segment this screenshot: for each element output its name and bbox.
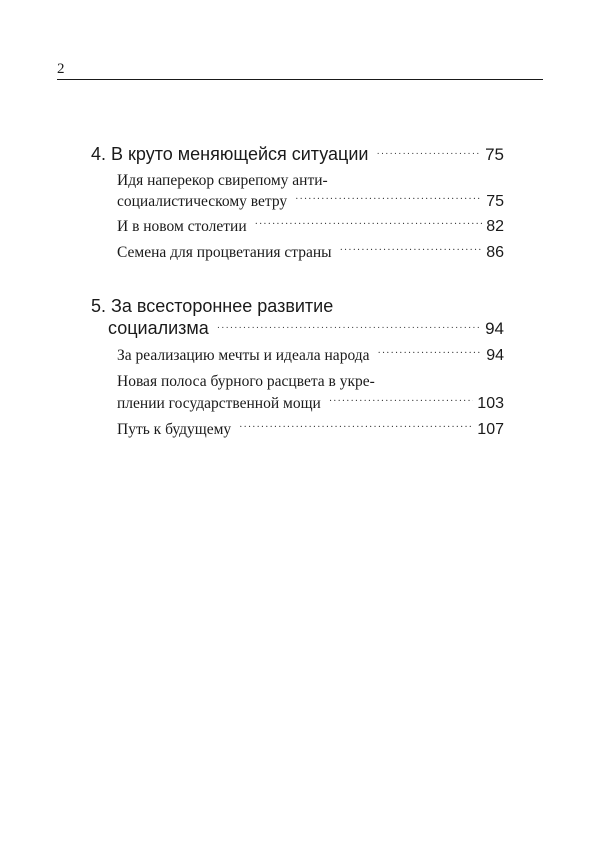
toc-entry-title: Новая полоса бурного расцвета в укре- (117, 373, 375, 390)
toc-entry-line[interactable] (117, 373, 504, 391)
toc-page-number: 94 (486, 347, 504, 364)
page-number: 2 (57, 61, 65, 77)
toc-chapter-4[interactable] (91, 144, 504, 165)
toc-page-number: 103 (477, 395, 504, 412)
toc-entry-title: Семена для процветания страны (117, 244, 332, 261)
toc-leader-dots (329, 396, 473, 407)
toc-page-number: 75 (486, 193, 504, 210)
toc-entry-title: плении государственной мощи (117, 395, 321, 412)
toc-page-number: 94 (485, 319, 504, 338)
toc-entry[interactable] (117, 395, 504, 413)
toc-page-number: 107 (477, 421, 504, 438)
toc-chapter-title: 4. В круто меняющейся ситуации (91, 144, 369, 164)
toc-page-number: 75 (485, 145, 504, 164)
toc-leader-dots (340, 245, 483, 256)
toc-entry[interactable] (117, 347, 504, 365)
toc-entry-title: Путь к будущему (117, 421, 232, 438)
toc-entry-title: социалистическому ветру (117, 193, 288, 210)
toc-entry-title: За реализацию мечты и идеала народа (117, 347, 370, 364)
toc-chapter-5-cont[interactable] (108, 318, 504, 339)
toc-entry-title: Идя наперекор свирепому анти- (117, 172, 328, 189)
toc-leader-dots (378, 348, 483, 359)
toc-leader-dots (239, 422, 473, 433)
toc-entry[interactable] (117, 218, 504, 236)
toc-chapter-title: 5. За всестороннее развитие (91, 296, 334, 316)
toc-leader-dots (376, 148, 481, 159)
toc-chapter-title: социализма (108, 318, 209, 338)
toc-leader-dots (255, 219, 483, 230)
toc-chapter-5[interactable] (91, 296, 504, 317)
toc-leader-dots (217, 322, 481, 333)
toc-page-number: 82 (486, 218, 504, 235)
toc-page-number: 86 (486, 244, 504, 261)
toc-entry-line[interactable] (117, 172, 504, 190)
toc-leader-dots (295, 194, 482, 205)
toc-entry[interactable] (117, 244, 504, 262)
toc-entry-title: И в новом столетии (117, 218, 247, 235)
toc-entry[interactable] (117, 421, 504, 439)
toc-entry[interactable] (117, 193, 504, 211)
